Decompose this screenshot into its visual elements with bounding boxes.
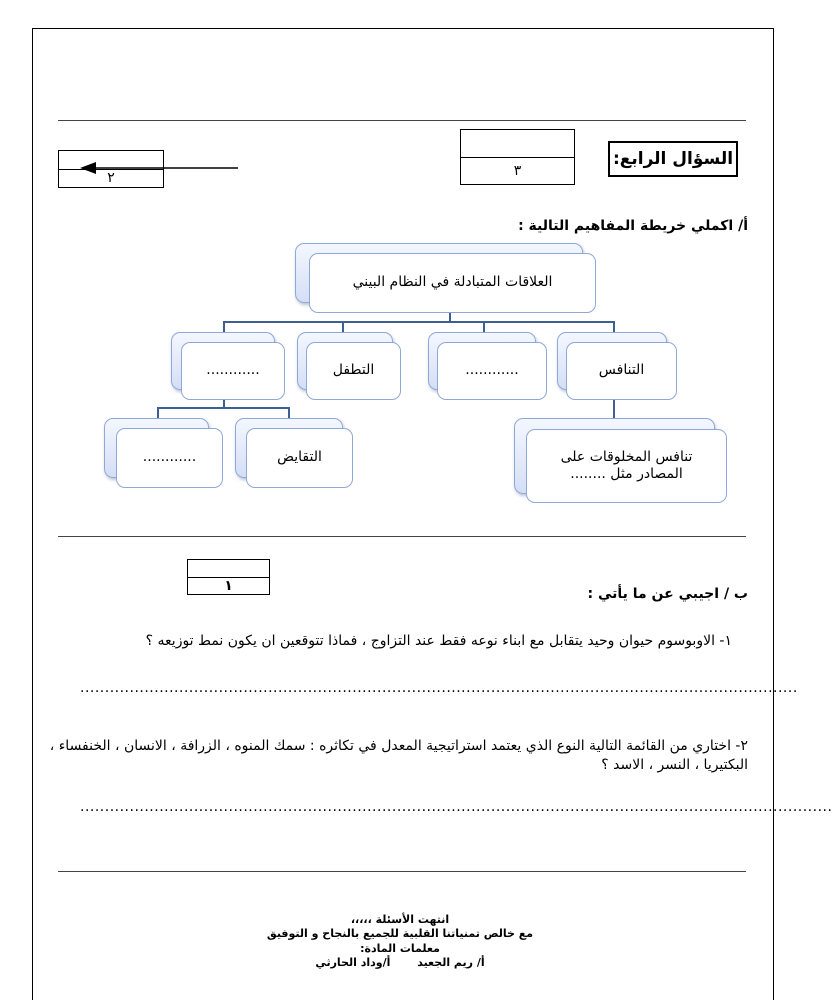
total-score-box <box>460 129 575 185</box>
part-b-heading: ب / اجيبي عن ما يأتي : <box>587 586 748 602</box>
part-b-score: ١ <box>224 577 233 594</box>
footer-end-note: انتهت الأسئلة ،،،،، <box>350 913 450 926</box>
middle-divider <box>58 536 746 537</box>
total-score: ٣ <box>513 163 522 179</box>
footer-wishes: مع خالص تمنياتنا القلبية للجميع بالنجاح و التوفيق <box>266 927 534 941</box>
node-blank-1: ............ <box>437 342 547 400</box>
part-b-score-box <box>187 559 270 595</box>
node-blank-2: ............ <box>181 342 285 400</box>
root-node: العلاقات المتبادلة في النظام البيني <box>309 253 596 313</box>
connector <box>157 407 290 409</box>
node-mutualism: التقايض <box>246 428 353 488</box>
footer-teacher-names: أ/ ريم الجعيد أ/وداد الحارثي <box>315 955 485 969</box>
answer-line-2: ........................................................................................................................................................ <box>80 799 832 815</box>
arrow-score: ٢ <box>107 170 115 186</box>
bottom-divider <box>58 871 746 872</box>
question-2: ٢- اختاري من القائمة التالية النوع الذي يعتمد استراتيجية المعدل في تكاثره : سمك المنوه ، الزرافة ، الانسان ، الخنفساء ، البكتيريا ، النسر ، الاسد ؟ <box>49 738 748 773</box>
top-divider <box>58 120 746 121</box>
part-a-heading: أ/ اكملي خريطة المفاهيم التالية : <box>518 218 748 234</box>
answer-line-1: ................................................................................................................................................. <box>80 680 798 696</box>
footer <box>200 913 600 970</box>
connector <box>223 321 615 323</box>
question-1: ١- الاوبوسوم حيوان وحيد يتقابل مع ابناء نوعه فقط عند التزاوج ، فماذا تتوقعين ان يكون نمط توزيعه ؟ <box>145 633 732 649</box>
node-blank-3: ............ <box>116 428 223 488</box>
question-title: السؤال الرابع: <box>608 141 738 177</box>
footer-teachers-label: معلمات المادة: <box>360 941 440 955</box>
left-arrow-icon <box>80 160 240 176</box>
node-parasitism: التطفل <box>306 342 401 400</box>
node-competition-example: تنافس المخلوقات على المصادر مثل ........ <box>526 429 727 503</box>
node-competition: التنافس <box>566 342 677 400</box>
